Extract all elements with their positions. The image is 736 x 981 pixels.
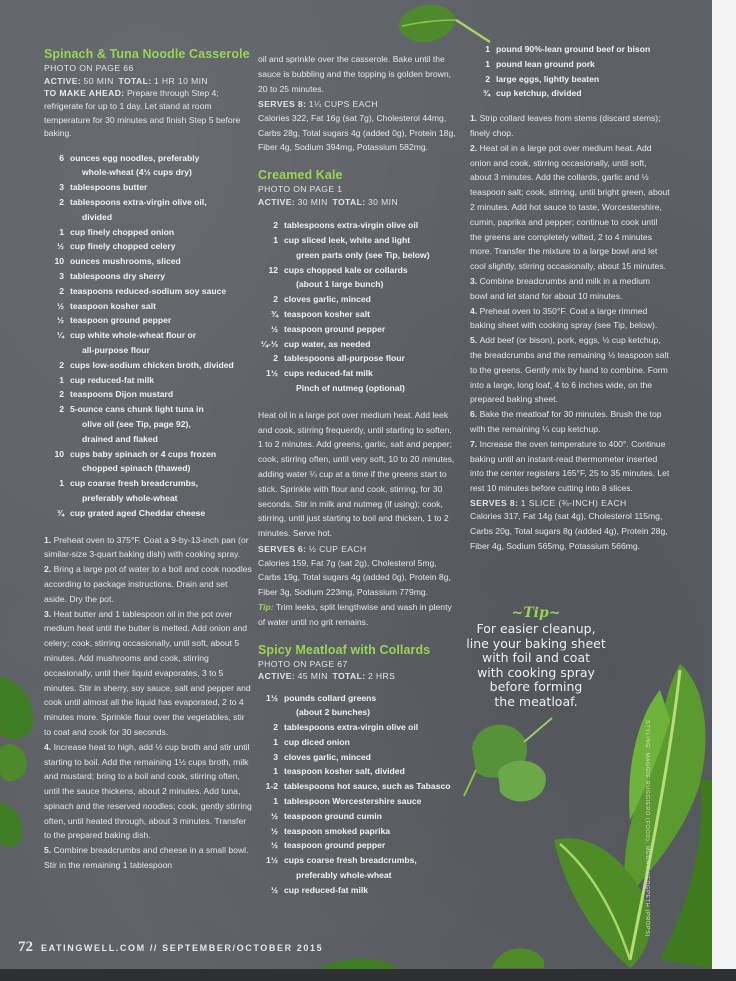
ingredient-quantity: 2 xyxy=(59,197,64,208)
ingredient-item xyxy=(258,838,458,853)
ingredient-text: cups reduced-fat milk Pinch of nutmeg (optional) xyxy=(284,368,405,394)
ingredient-item xyxy=(44,225,252,240)
ingredient-text: teaspoons reduced-sodium soy sauce xyxy=(70,285,227,296)
ingredient-text: 5-ounce cans chunk light tuna in olive oil (see Tip, page 92), drained and flaked xyxy=(70,404,204,444)
recipe-1-ingredients xyxy=(44,151,252,521)
column-1 xyxy=(44,46,252,873)
recipe-1-make-ahead: TO MAKE AHEAD: Prepare through Step 4; refrigerate for up to 1 day. Let stand at room temperature for 30 minutes and finish Step 5 before baking. xyxy=(44,88,241,139)
ingredient-item xyxy=(470,72,670,87)
page-edge xyxy=(712,0,736,981)
ingredient-quantity: 10 xyxy=(54,448,64,459)
ingredient-item xyxy=(258,351,458,366)
method-step: 4. Increase heat to high, add ½ cup broth and stir until starting to boil. Add the remaining 1½ cups broth, milk and mustard; bring to a boil and cook, stirring often, until the sauce thickens, about 2 minutes. Add tuna, spinach and the reserved noodles; cook, gently stirring often, until heated through, about 3 minutes. Transfer to the prepared baking dish. xyxy=(44,741,252,841)
recipe-2-ingredients xyxy=(258,218,458,396)
tip-line: For easier cleanup, xyxy=(476,621,596,636)
method-step: 7. Increase the oven temperature to 400°. Continue baking until an instant-read thermometer inserted into the center registers 165°F, 25 to 35 minutes. Let rest 10 minutes before cutting into 8 slices. xyxy=(470,438,670,494)
ingredient-quantity: 1 xyxy=(273,796,278,807)
page-number: 72 xyxy=(18,939,33,955)
ingredient-text: cup reduced-fat milk xyxy=(284,884,369,895)
ingredient-quantity: 3 xyxy=(59,271,64,281)
recipe-3-steps xyxy=(470,111,670,496)
ingredient-text: cups chopped kale or collards (about 1 large bunch) xyxy=(284,264,408,290)
ingredient-item xyxy=(44,254,252,269)
ingredient-item xyxy=(258,263,458,293)
tip-line: before forming xyxy=(489,679,583,694)
ingredient-text: ounces egg noodles, preferably whole-wheat (4½ cups dry) xyxy=(70,152,200,178)
tip-line: with foil and coat xyxy=(481,650,591,665)
recipe-1-photo-ref: PHOTO ON PAGE 66 xyxy=(44,63,134,73)
recipe-2-nutrition: Calories 159, Fat 7g (sat 2g), Cholesterol 5mg, Carbs 19g, Total sugars 4g (added 0g), Protein 8g, Fiber 3g, Sodium 223mg, Potassium 779mg. xyxy=(258,557,451,598)
ingredient-quantity: 2 xyxy=(59,285,64,296)
ingredient-item xyxy=(258,691,458,721)
recipe-3-ingredients-continued xyxy=(470,42,670,101)
tip-callout-title: ~Tip~ xyxy=(511,605,561,621)
ingredient-quantity: 1 xyxy=(273,235,278,246)
ingredient-item xyxy=(258,809,458,824)
ingredient-text: teaspoon ground pepper xyxy=(284,840,386,851)
recipe-3-nutrition: Calories 317, Fat 14g (sat 4g), Cholesterol 115mg, Carbs 20g, Total sugars 8g (added 4g), Protein 28g, Fiber 4g, Sodium 565mg, Potassium 566mg. xyxy=(470,511,668,551)
ingredient-item xyxy=(44,151,252,181)
ingredient-item xyxy=(44,447,252,477)
ingredient-quantity: ¼-⅓ xyxy=(260,338,278,349)
ingredient-quantity: 12 xyxy=(268,264,278,275)
method-step: 5. Combine breadcrumbs and cheese in a small bowl. Stir in the remaining 1 tablespoon xyxy=(44,845,249,871)
ingredient-quantity: ½ xyxy=(270,884,278,895)
ingredient-item xyxy=(258,366,458,396)
ingredient-quantity: 3 xyxy=(59,182,64,193)
recipe-1-times: ACTIVE: 50 MIN TOTAL: 1 HR 10 MIN xyxy=(44,75,209,86)
ingredient-text: pound 90%-lean ground beef or bison xyxy=(496,44,651,54)
ingredient-quantity: 1 xyxy=(59,226,64,237)
ingredient-quantity: 1-2 xyxy=(265,781,278,792)
ingredient-item xyxy=(44,269,252,284)
recipe-2-serves: SERVES 6: ½ CUP EACH xyxy=(258,544,367,555)
ingredient-item xyxy=(258,720,458,735)
ingredient-text: cloves garlic, minced xyxy=(284,751,371,762)
ingredient-item xyxy=(258,322,458,337)
recipe-2-times: ACTIVE: 30 MIN TOTAL: 30 MIN xyxy=(258,196,399,207)
ingredient-quantity: ½ xyxy=(270,323,278,334)
ingredient-text: tablespoons dry sherry xyxy=(70,271,166,281)
ingredient-text: pounds collard greens (about 2 bunches) xyxy=(284,692,377,718)
ingredient-quantity: ½ xyxy=(56,300,64,311)
tip-line: line your baking sheet xyxy=(466,635,606,651)
ingredient-quantity: 2 xyxy=(273,294,278,305)
ingredient-item xyxy=(44,387,252,402)
recipe-3-title: Spicy Meatloaf with Collards xyxy=(258,642,431,657)
ingredient-quantity: 2 xyxy=(273,722,278,733)
ingredient-quantity: 1½ xyxy=(266,855,278,866)
ingredient-quantity: 6 xyxy=(59,152,64,163)
recipe-2-method: Heat oil in a large pot over medium heat. Add leek and cook, stirring frequently, until starting to soften, 1 to 2 minutes. Add greens, garlic, salt and pepper; cook, stirring often, until very soft, 10 to 20 minutes, adding water ¼ cup at a time if the greens start to stick. Sprinkle with flour and cook, stirring, for 30 seconds. Stir in milk and nutmeg (if using); cook, stirring, until just starting to boil and thicken, 1 to 2 minutes. Serve hot. xyxy=(258,409,455,539)
ingredient-item xyxy=(258,853,458,883)
ingredient-text: pound lean ground pork xyxy=(496,58,595,69)
footer-text: EATINGWELL.COM // SEPTEMBER/OCTOBER 2015 xyxy=(41,943,324,953)
ingredient-quantity: 1 xyxy=(59,478,64,489)
ingredient-text: tablespoons extra-virgin olive oil xyxy=(284,722,419,733)
ingredient-text: teaspoon ground cumin xyxy=(284,810,382,821)
ingredient-item xyxy=(470,42,670,57)
ingredient-quantity: 2 xyxy=(273,220,278,231)
method-step: 2. Heat oil in a large pot over medium heat. Add onion and cook, stirring occasionally, until soft, about 3 minutes. Add the collards, garlic and ½ teaspoon salt; cook, stirring, until bright green, about 2 minutes. Add hot sauce to taste, Worcestershire, cumin, paprika and pepper; continue to cook until the greens are completely wilted, 2 to 4 minutes more. Transfer the mixture to a large bowl and let cool slightly, stirring occasionally, about 15 minutes. xyxy=(470,142,670,272)
ingredient-text: cup ketchup, divided xyxy=(496,88,582,99)
ingredient-quantity: 1 xyxy=(273,766,278,777)
recipe-3-photo-ref: PHOTO ON PAGE 67 xyxy=(258,658,348,669)
recipe-2-title: Creamed Kale xyxy=(258,168,343,183)
ingredient-text: tablespoons butter xyxy=(70,182,148,193)
ingredient-text: cup diced onion xyxy=(284,736,350,747)
ingredient-quantity: 3 xyxy=(273,751,278,762)
ingredient-quantity: ½ xyxy=(270,840,278,851)
ingredient-text: teaspoon kosher salt, divided xyxy=(284,766,405,777)
method-step: 4. Preheat oven to 350°F. Coat a large rimmed baking sheet with cooking spray (see Tip, below). xyxy=(470,305,658,331)
tip-callout-text xyxy=(466,622,606,709)
ingredient-text: teaspoon ground pepper xyxy=(70,315,172,326)
ingredient-item xyxy=(258,735,458,750)
method-step: 3. Combine breadcrumbs and milk in a medium bowl and let stand for about 10 minutes. xyxy=(470,275,651,301)
ingredient-quantity: ½ xyxy=(270,825,278,836)
method-step: 3. Heat butter and 1 tablespoon oil in the pot over medium heat until the butter is melted. Add onion and celery; cook, stirring occasionally, until soft, about 5 minutes. Add mushrooms and cook, stirring occasionally, until their liquid evaporates, 3 to 5 minutes. Stir in sherry, soy sauce, salt and pepper and cook until almost all the liquid has evaporated, 2 to 4 minutes more. Sprinkle flour over the vegetables, stir to coat and cook for 30 seconds. xyxy=(44,608,251,737)
ingredient-item xyxy=(44,506,252,521)
method-step: 5. Add beef (or bison), pork, eggs, ½ cup ketchup, the breadcrumbs and the remaining ½ teaspoon salt to the greens. Gently mix by hand to combine. Form into a large, long loaf, 4 to 6 inches wide, on the prepared baking sheet. xyxy=(470,335,669,405)
tip-line: with cooking spray xyxy=(477,664,595,680)
ingredient-quantity: 1 xyxy=(485,44,490,54)
ingredient-text: cup finely chopped onion xyxy=(70,226,175,237)
ingredient-item xyxy=(44,476,252,506)
ingredient-quantity: 2 xyxy=(273,353,278,364)
ingredient-item xyxy=(44,284,252,299)
column-3 xyxy=(470,42,670,554)
spinach-leaf-left xyxy=(0,670,44,790)
ingredient-item xyxy=(470,57,670,72)
ingredient-text: cups coarse fresh breadcrumbs, preferably whole-wheat xyxy=(284,855,417,881)
ingredient-item xyxy=(44,373,252,388)
bottom-band xyxy=(0,969,736,981)
ingredient-quantity: 1 xyxy=(485,58,490,69)
recipe-1-serves: SERVES 8: 1¼ CUPS EACH xyxy=(258,99,379,110)
ingredient-item xyxy=(258,218,458,233)
method-step: 2. Bring a large pot of water to a boil and cook noodles according to package instructions. Drain and set aside. Dry the pot. xyxy=(44,564,252,604)
ingredient-text: teaspoons Dijon mustard xyxy=(70,389,174,400)
ingredient-quantity: ½ xyxy=(56,315,64,326)
recipe-1-step-5-continued: oil and sprinkle over the casserole. Bake until the sauce is bubbling and the topping is golden brown, 20 to 25 minutes. xyxy=(258,54,452,94)
spinach-leaf-left-lower xyxy=(0,800,30,850)
recipe-3-times: ACTIVE: 45 MIN TOTAL: 2 HRS xyxy=(258,671,396,681)
ingredient-item xyxy=(44,299,252,314)
method-step: 1. Strip collard leaves from stems (discard stems); finely chop. xyxy=(470,113,661,138)
ingredient-quantity: ¾ xyxy=(56,507,64,518)
ingredient-quantity: ½ xyxy=(270,810,278,821)
ingredient-item xyxy=(258,779,458,794)
ingredient-text: teaspoon kosher salt xyxy=(284,309,370,320)
ingredient-item xyxy=(258,750,458,765)
ingredient-quantity: ¾ xyxy=(482,88,490,99)
ingredient-text: tablespoons hot sauce, such as Tabasco xyxy=(284,781,451,792)
ingredient-quantity: ½ xyxy=(56,241,64,252)
recipe-1-steps xyxy=(44,533,252,873)
ingredient-text: cup white whole-wheat flour or all-purpose flour xyxy=(70,330,197,355)
ingredient-text: teaspoon smoked paprika xyxy=(284,825,391,836)
ingredient-item xyxy=(44,358,252,373)
ingredient-quantity: 1 xyxy=(273,736,278,747)
ingredient-item xyxy=(258,764,458,779)
ingredient-text: tablespoons all-purpose flour xyxy=(284,353,405,364)
ingredient-item xyxy=(258,883,458,898)
ingredient-text: cup grated aged Cheddar cheese xyxy=(70,507,206,518)
ingredient-item xyxy=(44,239,252,254)
ingredient-item xyxy=(258,292,458,307)
ingredient-text: cup coarse fresh breadcrumbs, preferably whole-wheat xyxy=(70,478,198,503)
method-step: 1. Preheat oven to 375°F. Coat a 9-by-13-inch pan (or similar-size 3-quart baking dish) with cooking spray. xyxy=(44,534,249,560)
ingredient-text: cup finely chopped celery xyxy=(70,241,176,252)
recipe-1-nutrition: Calories 322, Fat 16g (sat 7g), Cholesterol 44mg, Carbs 28g, Total sugars 4g (added 0g), Protein 18g, Fiber 4g, Sodium 394mg, Potassium 582mg. xyxy=(258,112,456,153)
ingredient-text: cloves garlic, minced xyxy=(284,294,371,305)
ingredient-item xyxy=(258,794,458,809)
ingredient-text: ounces mushrooms, sliced xyxy=(70,256,181,267)
ingredient-item xyxy=(258,307,458,322)
ingredient-text: tablespoons extra-virgin olive oil, divided xyxy=(70,197,207,222)
method-step: 6. Bake the meatloaf for 30 minutes. Brush the top with the remaining ¼ cup ketchup. xyxy=(470,409,662,434)
ingredient-item xyxy=(258,824,458,839)
recipe-3-serves: SERVES 8: 1 SLICE (¾-INCH) EACH xyxy=(470,497,627,508)
ingredient-quantity: 2 xyxy=(59,359,64,370)
ingredient-text: tablespoons extra-virgin olive oil xyxy=(284,220,419,231)
recipe-3-ingredients xyxy=(258,691,458,898)
ingredient-text: cups baby spinach or 4 cups frozen chopped spinach (thawed) xyxy=(70,448,217,474)
ingredient-quantity: 2 xyxy=(59,404,64,415)
ingredient-item xyxy=(44,402,252,446)
ingredient-item xyxy=(258,233,458,263)
ingredient-item xyxy=(258,337,458,352)
ingredient-quantity: 2 xyxy=(485,73,490,84)
ingredient-text: cup sliced leek, white and light green parts only (see Tip, below) xyxy=(284,235,430,260)
ingredient-item xyxy=(470,86,670,101)
ingredient-quantity: ¾ xyxy=(270,309,278,320)
recipe-2-photo-ref: PHOTO ON PAGE 1 xyxy=(258,184,343,195)
kale-leaf-bottom xyxy=(488,940,548,970)
ingredient-text: teaspoon ground pepper xyxy=(284,323,386,334)
ingredient-quantity: 10 xyxy=(54,256,64,267)
ingredient-text: cups low-sodium chicken broth, divided xyxy=(70,359,234,370)
ingredient-text: cup water, as needed xyxy=(284,338,371,349)
ingredient-item xyxy=(44,328,252,358)
ingredient-item xyxy=(44,313,252,328)
ingredient-quantity: ¼ xyxy=(56,330,64,341)
ingredient-quantity: 1½ xyxy=(266,368,278,379)
styling-credit: STYLING: MAGGIE RUGGIERO (FOOD), MEGAN HEDGPETH (PROPS) xyxy=(644,720,650,937)
ingredient-item xyxy=(44,195,252,225)
page-footer xyxy=(18,939,323,956)
recipe-2-tip: Tip: Trim leeks, split lengthwise and wash in plenty of water until no grit remains. xyxy=(258,601,452,627)
ingredient-item xyxy=(44,180,252,195)
ingredient-text: teaspoon kosher salt xyxy=(70,300,156,311)
ingredient-quantity: 1½ xyxy=(266,692,278,703)
ingredient-quantity: 1 xyxy=(59,374,64,385)
ingredient-quantity: 2 xyxy=(59,389,64,400)
ingredient-text: cup reduced-fat milk xyxy=(70,374,155,385)
recipe-1-title: Spinach & Tuna Noodle Casserole xyxy=(44,47,250,61)
ingredient-text: large eggs, lightly beaten xyxy=(496,73,600,84)
ingredient-text: tablespoon Worcestershire sauce xyxy=(284,796,422,807)
tip-line: the meatloaf. xyxy=(494,693,578,709)
tip-callout xyxy=(466,604,606,709)
column-2 xyxy=(258,52,458,898)
